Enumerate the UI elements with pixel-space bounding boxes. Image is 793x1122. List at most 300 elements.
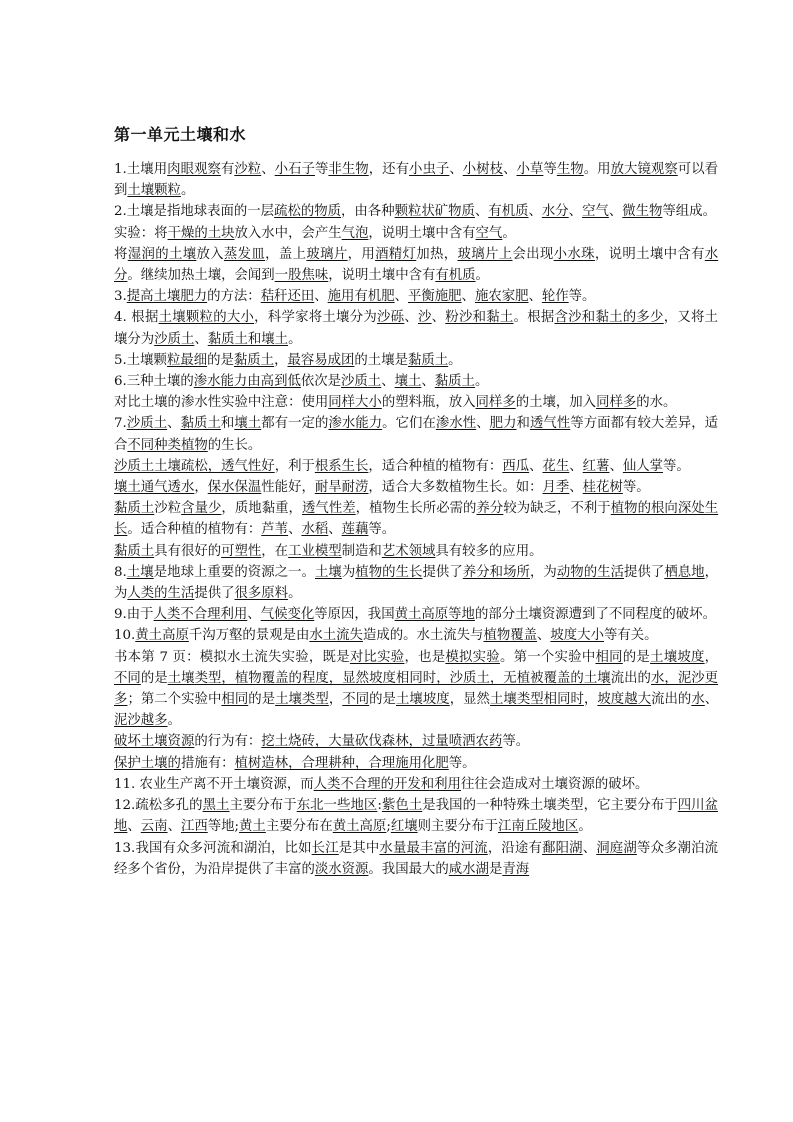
text-run: ，说明土壤中含有 bbox=[368, 225, 476, 241]
text-run: 的是 bbox=[248, 692, 276, 708]
text-run: 主要分布于 bbox=[229, 798, 297, 814]
text-run: ，由各种 bbox=[341, 204, 395, 220]
underlined-term: 土壤 bbox=[126, 564, 154, 580]
underlined-term: 玻璃片 bbox=[306, 246, 348, 262]
text-run: 、 bbox=[127, 819, 141, 835]
text-run: 是地球上重要的资源之一。 bbox=[153, 564, 315, 580]
text-run: 的是 bbox=[622, 649, 651, 665]
text-run: 。 bbox=[180, 183, 195, 199]
underlined-term: 养分和场所 bbox=[462, 564, 530, 580]
underlined-term: 黄土 bbox=[239, 819, 266, 835]
underlined-term: 水分 bbox=[114, 246, 719, 284]
underlined-term: 黄土高原等地 bbox=[394, 607, 475, 623]
text-run: 。第一个实验中 bbox=[499, 649, 596, 665]
text-run: 则主要分布于 bbox=[417, 819, 498, 835]
text-run: 和 bbox=[516, 416, 530, 432]
text-run: ，质地黏重， bbox=[221, 501, 302, 517]
underlined-term: 壤土通气透水 bbox=[114, 480, 195, 496]
underlined-term: 黏质土和壤土 bbox=[207, 331, 289, 347]
text-run: 等有关。 bbox=[603, 628, 658, 644]
text-run: ， bbox=[328, 692, 343, 708]
underlined-term: 破坏土壤资源 bbox=[114, 734, 195, 750]
underlined-term: 水 bbox=[691, 692, 705, 708]
underlined-term: 疏松的物质 bbox=[274, 204, 342, 220]
underlined-term: 植物覆盖 bbox=[483, 628, 538, 644]
underlined-term: 人类的生活 bbox=[127, 586, 195, 602]
underlined-term: 土壤坡度 bbox=[650, 649, 705, 665]
underlined-term: 土壤坡度 bbox=[395, 692, 450, 708]
underlined-term: 壤土 bbox=[234, 416, 262, 432]
text-run: ，说明土壤中含有 bbox=[328, 268, 436, 284]
text-run: 7. bbox=[114, 416, 127, 432]
text-run: 等组成。 bbox=[662, 204, 716, 220]
paragraph bbox=[114, 392, 718, 413]
text-run: 的部分土壤资源遭到了不同程度的破坏。 bbox=[474, 607, 716, 623]
paragraph bbox=[114, 201, 718, 222]
underlined-term: 酒精灯 bbox=[375, 246, 417, 262]
text-run: 的土壤是 bbox=[354, 352, 408, 368]
underlined-term: 挖土烧砖，大量砍伐森林，过量喷洒农药 bbox=[261, 734, 503, 750]
text-run: 流出的 bbox=[610, 670, 651, 686]
text-run: ，利于 bbox=[274, 458, 315, 474]
text-run: 性能好， bbox=[261, 480, 315, 496]
underlined-term: 土壤类型相同时 bbox=[489, 692, 584, 708]
text-run: ，用 bbox=[347, 246, 376, 262]
underlined-term: 颗粒状矿物质 bbox=[394, 204, 475, 220]
text-run: 是我国的一种特殊土壤类型，它主要分布于 bbox=[422, 798, 678, 814]
underlined-term: 植物的生长 bbox=[355, 564, 423, 580]
underlined-term: 黑土 bbox=[202, 798, 230, 814]
text-run: : bbox=[377, 798, 382, 814]
underlined-term: 动物的生活 bbox=[556, 564, 625, 580]
underlined-term: 相同 bbox=[221, 692, 249, 708]
paragraph bbox=[114, 731, 718, 752]
text-run: 、 bbox=[314, 289, 328, 305]
text-run: 。 bbox=[475, 268, 489, 284]
text-run: 、 bbox=[404, 310, 418, 326]
text-run: ， bbox=[704, 649, 719, 665]
underlined-term: 小水珠 bbox=[553, 246, 595, 262]
text-run: 。根据 bbox=[513, 310, 555, 326]
text-run: 主要分布在 bbox=[265, 819, 333, 835]
underlined-term: 非生物 bbox=[328, 162, 369, 177]
text-run: 12.疏松多孔的 bbox=[114, 798, 203, 814]
underlined-term: 东北一些地区 bbox=[296, 798, 378, 814]
underlined-term: 轮作 bbox=[541, 289, 569, 305]
underlined-term: 微生物 bbox=[622, 204, 663, 220]
underlined-term: 淡水资源 bbox=[314, 861, 369, 877]
text-run: 。我国最大的 bbox=[368, 861, 449, 877]
text-run: 、 bbox=[167, 819, 181, 835]
underlined-term: 气泡 bbox=[341, 225, 369, 241]
text-run: ，适合种植的植物有： bbox=[368, 458, 503, 474]
underlined-term: 水土流失 bbox=[309, 628, 363, 644]
underlined-term: 人类不合理的开发和利用 bbox=[313, 776, 461, 792]
paragraph bbox=[114, 350, 718, 371]
text-run: 9.由于 bbox=[114, 607, 154, 623]
text-run: 等。 bbox=[663, 458, 690, 474]
text-run: 。用 bbox=[583, 162, 611, 177]
text-run: 、 bbox=[194, 331, 208, 347]
underlined-term: 有机质 bbox=[435, 268, 476, 284]
text-run: 具有很好的 bbox=[154, 543, 222, 559]
page-title: 第一单元土壤和水 bbox=[114, 125, 247, 144]
text-run: 和 bbox=[220, 416, 235, 432]
text-run: 书本第 7 页：模拟水土流失实验，既是 bbox=[114, 649, 350, 665]
text-run: 放入 bbox=[196, 246, 224, 262]
underlined-term: 不同 bbox=[114, 670, 141, 686]
underlined-term: 植树造林，合理耕种，合理施用化肥 bbox=[234, 755, 449, 771]
text-run: ；第二个实验中 bbox=[127, 692, 222, 708]
text-run: 。 bbox=[288, 586, 302, 602]
text-run: 13.我国有众多河流和湖泊，比如 bbox=[114, 840, 312, 856]
text-run: 等原因，我国 bbox=[314, 607, 395, 623]
underlined-term: 黏质土 bbox=[114, 543, 155, 559]
text-run: ，适合大多数植物生长。如： bbox=[368, 480, 543, 496]
underlined-term: 植物的根向深处生长 bbox=[114, 501, 719, 538]
underlined-term: 小虫子 bbox=[409, 162, 450, 177]
underlined-term: 空气 bbox=[475, 225, 503, 241]
text-run: 的土壤，加入 bbox=[515, 395, 597, 411]
underlined-term: 沙 bbox=[417, 310, 432, 326]
text-run: 、 bbox=[461, 289, 475, 305]
text-run: ，盖上 bbox=[265, 246, 307, 262]
underlined-term: 泥沙越多 bbox=[114, 713, 168, 729]
paragraph bbox=[114, 604, 718, 625]
underlined-term: 莲藕 bbox=[341, 522, 369, 538]
underlined-term: 肉眼观察 bbox=[167, 162, 221, 177]
text-run: 沙粒 bbox=[154, 501, 182, 517]
text-run: ，为 bbox=[529, 564, 557, 580]
paragraph bbox=[114, 223, 718, 244]
underlined-term: 黏质土 bbox=[114, 501, 155, 517]
underlined-term: ，植物覆盖的程度，显然坡度相同时，沙质土，无植被覆盖的土壤 bbox=[221, 670, 611, 686]
paragraph bbox=[114, 477, 718, 498]
underlined-term: 芦苇 bbox=[261, 522, 289, 538]
text-run: 2.土壤是指地球表面的一层 bbox=[114, 204, 275, 220]
text-run: 的生长。 bbox=[207, 437, 262, 453]
underlined-term: 花生 bbox=[542, 458, 570, 474]
text-run: ，在 bbox=[261, 543, 289, 559]
underlined-term: 粒最细 bbox=[166, 352, 208, 368]
text-run: 、 bbox=[569, 458, 583, 474]
underlined-term: 坡度大小 bbox=[550, 628, 604, 644]
paragraph bbox=[114, 541, 718, 562]
text-run: 等。 bbox=[448, 755, 476, 771]
text-run: 。它们在 bbox=[382, 416, 436, 432]
text-run: 、 bbox=[476, 416, 490, 432]
underlined-term: 同样多 bbox=[475, 395, 516, 411]
underlined-term: 栖息地 bbox=[664, 564, 705, 580]
text-run: 、 bbox=[167, 416, 181, 432]
underlined-term: 仙人掌 bbox=[622, 458, 664, 474]
text-run: 千沟万壑的景观是由 bbox=[188, 628, 310, 644]
text-run: 、 bbox=[381, 374, 395, 390]
text-run: 、 bbox=[394, 289, 408, 305]
underlined-term: 蒸发皿 bbox=[223, 246, 266, 262]
text-run: 、 bbox=[449, 162, 463, 177]
paragraph bbox=[114, 498, 718, 540]
text-run: 等。 bbox=[502, 734, 530, 750]
text-run: 。 bbox=[502, 225, 516, 241]
text-run: ，也是 bbox=[404, 649, 446, 665]
underlined-term: 有机质 bbox=[488, 204, 529, 220]
text-run: 5.土壤颗 bbox=[114, 352, 167, 368]
text-run: 、 bbox=[568, 204, 583, 220]
underlined-term: 气候变化 bbox=[260, 607, 315, 623]
text-run: 、 bbox=[431, 310, 446, 326]
underlined-term: 一股焦味 bbox=[274, 268, 329, 284]
underlined-term: 桂花树 bbox=[582, 480, 623, 496]
text-run: 将 bbox=[114, 246, 128, 262]
text-run: 的是 bbox=[207, 352, 234, 368]
underlined-term: 提高土壤肥力 bbox=[126, 289, 208, 305]
text-run: ; bbox=[386, 819, 391, 835]
text-run: 10. bbox=[114, 628, 136, 644]
underlined-term: 艺术领域 bbox=[381, 543, 436, 559]
underlined-term: 沙粒 bbox=[234, 162, 262, 177]
paragraph-list bbox=[114, 159, 718, 880]
underlined-term: 施用有机肥 bbox=[327, 289, 395, 305]
underlined-term: 对比实验 bbox=[349, 649, 405, 665]
text-run: 有 bbox=[220, 162, 235, 177]
underlined-term: 肥力 bbox=[489, 416, 517, 432]
text-run: 都有一定的 bbox=[261, 416, 329, 432]
paragraph bbox=[114, 562, 718, 604]
text-run: 对比土壤的渗水性实验中注意：使用 bbox=[114, 395, 329, 411]
text-run: 的方法： bbox=[207, 289, 261, 305]
underlined-term: 空气 bbox=[582, 204, 609, 220]
text-run: 。 bbox=[288, 331, 302, 347]
underlined-term: 红壤 bbox=[390, 819, 418, 835]
underlined-term: 同样大小 bbox=[328, 395, 382, 411]
underlined-term: 四川盆地 bbox=[114, 798, 719, 835]
paragraph bbox=[114, 159, 718, 201]
underlined-term: 不同 bbox=[342, 692, 370, 708]
underlined-term: 不同种类植物 bbox=[127, 437, 208, 453]
text-run: 、 bbox=[474, 204, 489, 220]
underlined-term: 黄土高原 bbox=[332, 819, 387, 835]
text-run: 、 bbox=[569, 480, 583, 496]
underlined-term: 云南 bbox=[140, 819, 168, 835]
text-run: 。 bbox=[448, 352, 462, 368]
underlined-term: 养分 bbox=[476, 501, 504, 517]
paragraph bbox=[114, 625, 718, 646]
text-run: 放入水中，会产生 bbox=[234, 225, 342, 241]
paragraph bbox=[114, 413, 718, 455]
underlined-term: 水，泥沙更多 bbox=[114, 670, 719, 708]
text-run: 3. bbox=[114, 289, 127, 305]
paragraph bbox=[114, 753, 718, 774]
text-run: 、 bbox=[247, 607, 261, 623]
text-run: 。适合种植的植物有： bbox=[127, 522, 262, 538]
text-run: 、 bbox=[608, 204, 623, 220]
underlined-term: 黄土高原 bbox=[135, 628, 189, 644]
text-run: 等 bbox=[314, 162, 329, 177]
underlined-term: 很多原料 bbox=[234, 586, 289, 602]
text-run: 等众多潮泊流经多个省份，为沿岸提供了丰富的 bbox=[114, 840, 719, 877]
text-run: 依次是 bbox=[300, 374, 342, 390]
text-run: 制造和 bbox=[341, 543, 382, 559]
underlined-term: 黏质土 bbox=[434, 374, 475, 390]
text-run: 为 bbox=[341, 564, 356, 580]
underlined-term: 紫色土 bbox=[381, 798, 423, 814]
paragraph bbox=[114, 286, 718, 307]
underlined-term: 保水保温 bbox=[207, 480, 262, 496]
text-run: 是其中 bbox=[338, 840, 380, 856]
underlined-term: 水稻 bbox=[301, 522, 329, 538]
underlined-term: 根系生长 bbox=[314, 458, 369, 474]
text-run: 。 bbox=[474, 374, 489, 390]
text-run: 、 bbox=[609, 458, 623, 474]
underlined-term: 土壤颗粒的大小 bbox=[158, 310, 255, 326]
underlined-term: 沙质土 bbox=[154, 331, 195, 347]
paragraph bbox=[114, 774, 718, 795]
text-run: 等。 bbox=[622, 480, 650, 496]
text-run: 措施 bbox=[180, 755, 208, 771]
text-run: 的水。 bbox=[636, 395, 677, 411]
text-run: ，沿途有 bbox=[487, 840, 543, 856]
text-run: 有： bbox=[207, 755, 235, 771]
underlined-term: 水分 bbox=[541, 204, 569, 220]
text-run: 、 bbox=[704, 692, 719, 708]
underlined-term: 黏质土 bbox=[407, 352, 449, 368]
paragraph bbox=[114, 647, 718, 732]
text-run: 提供了 bbox=[624, 564, 665, 580]
text-run: 、 bbox=[537, 628, 551, 644]
underlined-term: 洞庭湖 bbox=[596, 840, 637, 856]
text-run: ，为 bbox=[114, 564, 719, 602]
underlined-term: 黏质土 bbox=[233, 352, 275, 368]
text-run: 等地; bbox=[207, 819, 240, 835]
text-run: 造成的。水土流失与 bbox=[362, 628, 484, 644]
paragraph bbox=[114, 795, 718, 837]
text-run: 提供了 bbox=[194, 586, 235, 602]
text-run: 的塑料瓶，放入 bbox=[381, 395, 476, 411]
text-run: 、 bbox=[528, 289, 542, 305]
underlined-term: 坡度越大 bbox=[597, 692, 652, 708]
text-run: 4. 根据 bbox=[114, 310, 159, 326]
paragraph bbox=[114, 456, 718, 477]
underlined-term: 秸秆还田 bbox=[260, 289, 315, 305]
text-run: ， bbox=[274, 352, 288, 368]
underlined-term: 放大镜观察 bbox=[610, 162, 678, 177]
underlined-term: 耐旱耐涝 bbox=[314, 480, 369, 496]
text-run: 6.三种土壤的 bbox=[114, 374, 194, 390]
underlined-term: 土壤 bbox=[314, 564, 342, 580]
underlined-term: 渗水性 bbox=[435, 416, 477, 432]
underlined-term: 粉沙和黏土 bbox=[445, 310, 514, 326]
underlined-term: 模拟实验 bbox=[445, 649, 500, 665]
underlined-term: 渗水能力由高到低 bbox=[193, 374, 301, 390]
text-run: 、 bbox=[528, 204, 542, 220]
text-run: 1.土壤用 bbox=[114, 162, 168, 177]
text-run: 往往会造成对土壤资源的破坏。 bbox=[460, 776, 649, 792]
underlined-term: 工业模型 bbox=[288, 543, 342, 559]
text-run: ，又将土壤分为 bbox=[114, 310, 719, 347]
text-run: ，植物生长所必需的 bbox=[355, 501, 477, 517]
text-run: 。 bbox=[167, 713, 181, 729]
underlined-term: 透气性差 bbox=[301, 501, 356, 517]
text-run: 的行为有： bbox=[194, 734, 262, 750]
underlined-term: 黏质土 bbox=[180, 416, 221, 432]
underlined-term: 玻璃片上 bbox=[457, 246, 513, 262]
underlined-term: 沙砾 bbox=[377, 310, 405, 326]
text-run: 等。 bbox=[568, 289, 596, 305]
text-run: ，还有 bbox=[368, 162, 410, 177]
paragraph bbox=[114, 371, 718, 392]
text-run: 提供了 bbox=[422, 564, 463, 580]
text-run: 是 bbox=[488, 861, 503, 877]
text-run: 较为缺乏，不利于 bbox=[503, 501, 611, 517]
text-run: 、 bbox=[288, 522, 302, 538]
text-run: ，科学家将土壤分为 bbox=[254, 310, 378, 326]
underlined-term: 保护土壤的 bbox=[114, 755, 181, 771]
underlined-term: 同样多 bbox=[596, 395, 637, 411]
underlined-term: 沙质土 bbox=[126, 416, 168, 432]
text-run: 、 bbox=[529, 458, 543, 474]
underlined-term: 青海 bbox=[502, 861, 530, 877]
text-run: 、 bbox=[328, 522, 342, 538]
underlined-term: 月季 bbox=[542, 480, 570, 496]
underlined-term: 沙质土土壤疏松，透气性好 bbox=[114, 458, 275, 474]
underlined-term: 透气性 bbox=[529, 416, 571, 432]
text-run: 流出的 bbox=[651, 692, 692, 708]
underlined-term: 渗水能力 bbox=[328, 416, 383, 432]
underlined-term: 平衡施肥 bbox=[407, 289, 462, 305]
underlined-term: 咸水湖 bbox=[448, 861, 489, 877]
paragraph bbox=[114, 244, 718, 286]
underlined-term: 长江 bbox=[311, 840, 339, 856]
underlined-term: 湿润的土壤 bbox=[127, 246, 197, 262]
text-run: ， bbox=[583, 692, 598, 708]
text-run: 、 bbox=[261, 162, 275, 177]
underlined-term: 施农家肥 bbox=[474, 289, 529, 305]
text-run: 、 bbox=[421, 374, 435, 390]
underlined-term: 含沙和黏土的多少 bbox=[554, 310, 664, 326]
underlined-term: 可塑性 bbox=[221, 543, 262, 559]
text-run: 11. 农业生产离不开土壤资源，而 bbox=[114, 776, 314, 792]
underlined-term: 土壤颗粒 bbox=[127, 183, 181, 199]
text-run: 会出现 bbox=[512, 246, 554, 262]
paragraph bbox=[114, 307, 718, 349]
text-run: 的是 bbox=[140, 670, 168, 686]
document-body bbox=[114, 122, 718, 880]
underlined-term: 红薯 bbox=[582, 458, 610, 474]
text-run: ，说明土壤中含有 bbox=[594, 246, 705, 262]
underlined-term: 鄱阳湖 bbox=[542, 840, 583, 856]
underlined-term: 相同 bbox=[595, 649, 623, 665]
underlined-term: 西瓜 bbox=[502, 458, 530, 474]
text-run: 等 bbox=[543, 162, 557, 177]
text-run: 加热， bbox=[416, 246, 458, 262]
underlined-term: 壤土 bbox=[394, 374, 422, 390]
text-run: 可以看到 bbox=[114, 162, 719, 199]
underlined-term: 人类不合理利用 bbox=[153, 607, 248, 623]
text-run: ，显然 bbox=[449, 692, 490, 708]
underlined-term: 江西 bbox=[180, 819, 208, 835]
underlined-term: 生物 bbox=[556, 162, 584, 177]
text-run: 8. bbox=[114, 564, 127, 580]
text-run: 实验：将 bbox=[114, 225, 168, 241]
text-run: 具有较多的应用。 bbox=[435, 543, 543, 559]
text-run: 、 bbox=[582, 840, 597, 856]
underlined-term: 最容易成团 bbox=[287, 352, 355, 368]
underlined-term: 干燥的土块 bbox=[167, 225, 235, 241]
text-run: 等方面都有较大差异，适合 bbox=[114, 416, 719, 453]
underlined-term: 小树枝 bbox=[462, 162, 504, 177]
underlined-term: 土壤类型 bbox=[167, 670, 222, 686]
